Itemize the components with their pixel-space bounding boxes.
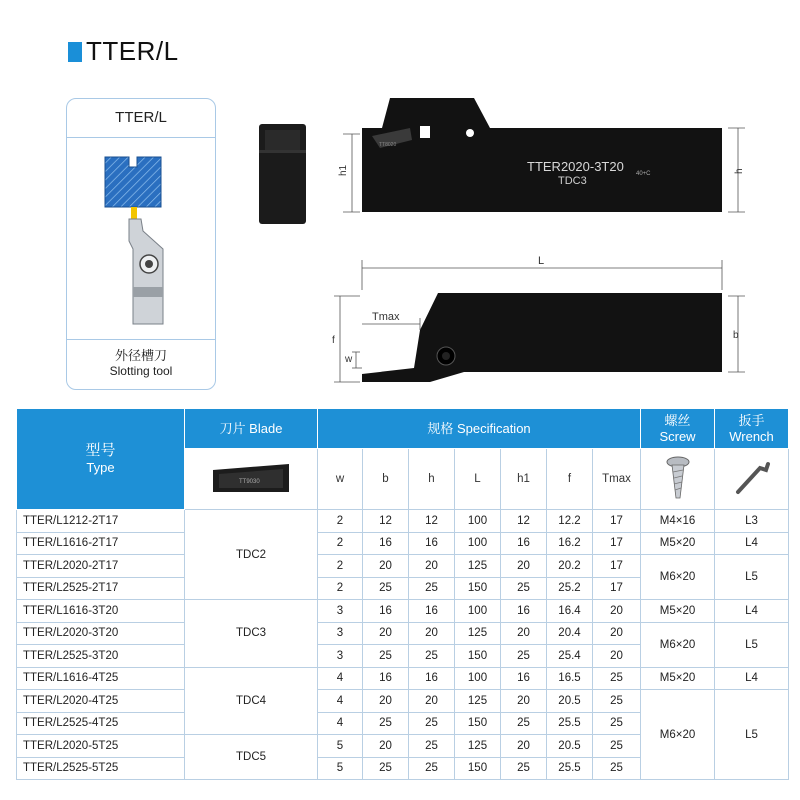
dim-b: b bbox=[733, 330, 739, 341]
col-b: b bbox=[363, 449, 409, 510]
cell-screw: M6×20 bbox=[641, 555, 715, 600]
cell-screw: M5×20 bbox=[641, 532, 715, 555]
blade-photo bbox=[259, 124, 306, 224]
cell-type: TTER/L2525-2T17 bbox=[17, 577, 185, 600]
cell-L: 150 bbox=[455, 712, 501, 735]
cell-type: TTER/L1616-4T25 bbox=[17, 667, 185, 690]
caption-en: Slotting tool bbox=[109, 364, 173, 378]
cell-h1: 20 bbox=[501, 555, 547, 578]
col-L: L bbox=[455, 449, 501, 510]
page-title: TTER/L bbox=[86, 36, 179, 66]
cell-type: TTER/L2525-4T25 bbox=[17, 712, 185, 735]
cell-wrench: L4 bbox=[715, 600, 789, 623]
cell-screw: M6×20 bbox=[641, 622, 715, 667]
cell-b: 16 bbox=[363, 667, 409, 690]
cell-L: 125 bbox=[455, 690, 501, 713]
cell-h: 25 bbox=[409, 712, 455, 735]
cell-w: 3 bbox=[318, 645, 363, 668]
cell-h1: 20 bbox=[501, 622, 547, 645]
cell-w: 4 bbox=[318, 667, 363, 690]
cell-tmax: 17 bbox=[593, 532, 641, 555]
cell-h: 16 bbox=[409, 667, 455, 690]
cell-wrench: L5 bbox=[715, 555, 789, 600]
tool1-code: 40+C bbox=[636, 171, 651, 177]
cell-b: 25 bbox=[363, 757, 409, 780]
header-screw-en: Screw bbox=[659, 428, 696, 444]
col-h1: h1 bbox=[501, 449, 547, 510]
table-row bbox=[17, 622, 789, 645]
cell-blade: TDC2 bbox=[185, 510, 318, 600]
screw-image-cell bbox=[641, 449, 715, 510]
cell-w: 4 bbox=[318, 712, 363, 735]
table-row bbox=[17, 532, 789, 555]
cell-f: 12.2 bbox=[547, 510, 593, 533]
wrench-image-cell bbox=[715, 449, 789, 510]
cell-h1: 25 bbox=[501, 757, 547, 780]
cell-f: 16.2 bbox=[547, 532, 593, 555]
cell-w: 5 bbox=[318, 735, 363, 758]
cell-L: 125 bbox=[455, 735, 501, 758]
table-row bbox=[17, 690, 789, 713]
cell-h: 20 bbox=[409, 622, 455, 645]
cell-w: 3 bbox=[318, 600, 363, 623]
cell-L: 125 bbox=[455, 622, 501, 645]
screw-icon bbox=[663, 454, 693, 502]
cell-h1: 16 bbox=[501, 667, 547, 690]
table-row bbox=[17, 555, 789, 578]
table-row bbox=[17, 510, 789, 533]
cell-h: 25 bbox=[409, 577, 455, 600]
cell-type: TTER/L1212-2T17 bbox=[17, 510, 185, 533]
cell-tmax: 17 bbox=[593, 577, 641, 600]
cell-tmax: 25 bbox=[593, 667, 641, 690]
cell-b: 20 bbox=[363, 555, 409, 578]
cell-h1: 20 bbox=[501, 690, 547, 713]
header-wrench-cn: 扳手 bbox=[738, 412, 765, 428]
header-screw-cn: 螺丝 bbox=[664, 412, 691, 428]
cell-h: 16 bbox=[409, 600, 455, 623]
cell-type: TTER/L2020-3T20 bbox=[17, 622, 185, 645]
blade-image-cell bbox=[185, 449, 318, 510]
cell-tmax: 17 bbox=[593, 510, 641, 533]
cell-type: TTER/L1616-3T20 bbox=[17, 600, 185, 623]
cell-tmax: 25 bbox=[593, 712, 641, 735]
dim-w: w bbox=[345, 354, 353, 365]
cell-h1: 16 bbox=[501, 532, 547, 555]
cell-f: 25.4 bbox=[547, 645, 593, 668]
cell-h1: 12 bbox=[501, 510, 547, 533]
cell-h1: 25 bbox=[501, 577, 547, 600]
cell-type: TTER/L2020-5T25 bbox=[17, 735, 185, 758]
col-h: h bbox=[409, 449, 455, 510]
header-type-cn: 型号 bbox=[85, 442, 116, 459]
cell-f: 25.5 bbox=[547, 757, 593, 780]
cell-w: 2 bbox=[318, 577, 363, 600]
cell-tmax: 25 bbox=[593, 757, 641, 780]
cell-f: 16.5 bbox=[547, 667, 593, 690]
cell-f: 20.4 bbox=[547, 622, 593, 645]
cell-type: TTER/L2020-4T25 bbox=[17, 690, 185, 713]
cell-blade: TDC5 bbox=[185, 735, 318, 780]
cell-w: 2 bbox=[318, 532, 363, 555]
cell-wrench: L3 bbox=[715, 510, 789, 533]
cell-tmax: 25 bbox=[593, 735, 641, 758]
cell-L: 100 bbox=[455, 510, 501, 533]
cell-b: 20 bbox=[363, 735, 409, 758]
cell-h: 20 bbox=[409, 690, 455, 713]
cell-w: 5 bbox=[318, 757, 363, 780]
cell-w: 3 bbox=[318, 622, 363, 645]
header-wrench-en: Wrench bbox=[729, 428, 774, 444]
cell-h: 25 bbox=[409, 735, 455, 758]
cell-wrench: L4 bbox=[715, 667, 789, 690]
cell-h: 25 bbox=[409, 645, 455, 668]
cell-L: 150 bbox=[455, 645, 501, 668]
cell-tmax: 20 bbox=[593, 600, 641, 623]
cell-tmax: 17 bbox=[593, 555, 641, 578]
cell-b: 12 bbox=[363, 510, 409, 533]
cell-w: 2 bbox=[318, 510, 363, 533]
table-row bbox=[17, 667, 789, 690]
header-type-en: Type bbox=[86, 460, 115, 475]
cell-f: 20.5 bbox=[547, 735, 593, 758]
tool1-blade-text: TT8020 bbox=[379, 142, 397, 148]
cell-type: TTER/L2525-5T25 bbox=[17, 757, 185, 780]
tool1-engraving: TTER2020-3T20 bbox=[527, 159, 624, 174]
cell-type: TTER/L1616-2T17 bbox=[17, 532, 185, 555]
cell-screw: M5×20 bbox=[641, 600, 715, 623]
cell-type: TTER/L2020-2T17 bbox=[17, 555, 185, 578]
cell-L: 100 bbox=[455, 532, 501, 555]
col-f: f bbox=[547, 449, 593, 510]
cell-screw: M6×20 bbox=[641, 690, 715, 780]
card-title: TTER/L bbox=[115, 109, 167, 126]
hex-wrench-icon bbox=[732, 458, 772, 498]
dim-f: f bbox=[332, 335, 335, 346]
cell-L: 100 bbox=[455, 600, 501, 623]
cell-b: 16 bbox=[363, 600, 409, 623]
blade-image bbox=[209, 460, 293, 496]
tool-holder-top bbox=[362, 98, 722, 212]
header-screw bbox=[641, 409, 715, 449]
cell-h1: 16 bbox=[501, 600, 547, 623]
dim-h1: h1 bbox=[338, 164, 349, 176]
cell-f: 25.5 bbox=[547, 712, 593, 735]
cell-h: 16 bbox=[409, 532, 455, 555]
caption-cn: 外径槽刀 bbox=[114, 348, 167, 363]
cell-b: 25 bbox=[363, 712, 409, 735]
table-row bbox=[17, 600, 789, 623]
cell-f: 20.5 bbox=[547, 690, 593, 713]
cell-w: 4 bbox=[318, 690, 363, 713]
cell-b: 25 bbox=[363, 577, 409, 600]
cell-L: 150 bbox=[455, 757, 501, 780]
cell-tmax: 20 bbox=[593, 622, 641, 645]
cell-h1: 25 bbox=[501, 712, 547, 735]
header-wrench bbox=[715, 409, 789, 449]
col-tmax: Tmax bbox=[593, 449, 641, 510]
cell-tmax: 25 bbox=[593, 690, 641, 713]
blade-image-text: TT9030 bbox=[239, 478, 260, 485]
dim-L: L bbox=[538, 255, 545, 267]
cell-b: 16 bbox=[363, 532, 409, 555]
dim-tmax: Tmax bbox=[372, 311, 400, 323]
cell-wrench: L5 bbox=[715, 622, 789, 667]
cell-h1: 20 bbox=[501, 735, 547, 758]
cell-L: 100 bbox=[455, 667, 501, 690]
col-w: w bbox=[318, 449, 363, 510]
cell-wrench: L4 bbox=[715, 532, 789, 555]
spec-table bbox=[16, 408, 789, 780]
cell-blade: TDC4 bbox=[185, 667, 318, 735]
cell-w: 2 bbox=[318, 555, 363, 578]
cell-wrench: L5 bbox=[715, 690, 789, 780]
header-blade: 刀片 Blade bbox=[185, 409, 318, 449]
header-type bbox=[17, 409, 185, 510]
cell-h: 12 bbox=[409, 510, 455, 533]
header-spec: 规格 Specification bbox=[318, 409, 641, 449]
cell-L: 150 bbox=[455, 577, 501, 600]
cell-type: TTER/L2525-3T20 bbox=[17, 645, 185, 668]
cell-screw: M5×20 bbox=[641, 667, 715, 690]
tool-holder-bottom bbox=[362, 293, 722, 382]
cell-f: 25.2 bbox=[547, 577, 593, 600]
cell-f: 20.2 bbox=[547, 555, 593, 578]
cell-h: 25 bbox=[409, 757, 455, 780]
tool1-subtext: TDC3 bbox=[558, 175, 587, 187]
cell-f: 16.4 bbox=[547, 600, 593, 623]
cell-h1: 25 bbox=[501, 645, 547, 668]
cell-b: 20 bbox=[363, 622, 409, 645]
cell-tmax: 20 bbox=[593, 645, 641, 668]
cell-b: 20 bbox=[363, 690, 409, 713]
dim-h: h bbox=[734, 168, 745, 174]
cell-screw: M4×16 bbox=[641, 510, 715, 533]
cell-blade: TDC3 bbox=[185, 600, 318, 668]
cell-L: 125 bbox=[455, 555, 501, 578]
cell-b: 25 bbox=[363, 645, 409, 668]
cell-h: 20 bbox=[409, 555, 455, 578]
